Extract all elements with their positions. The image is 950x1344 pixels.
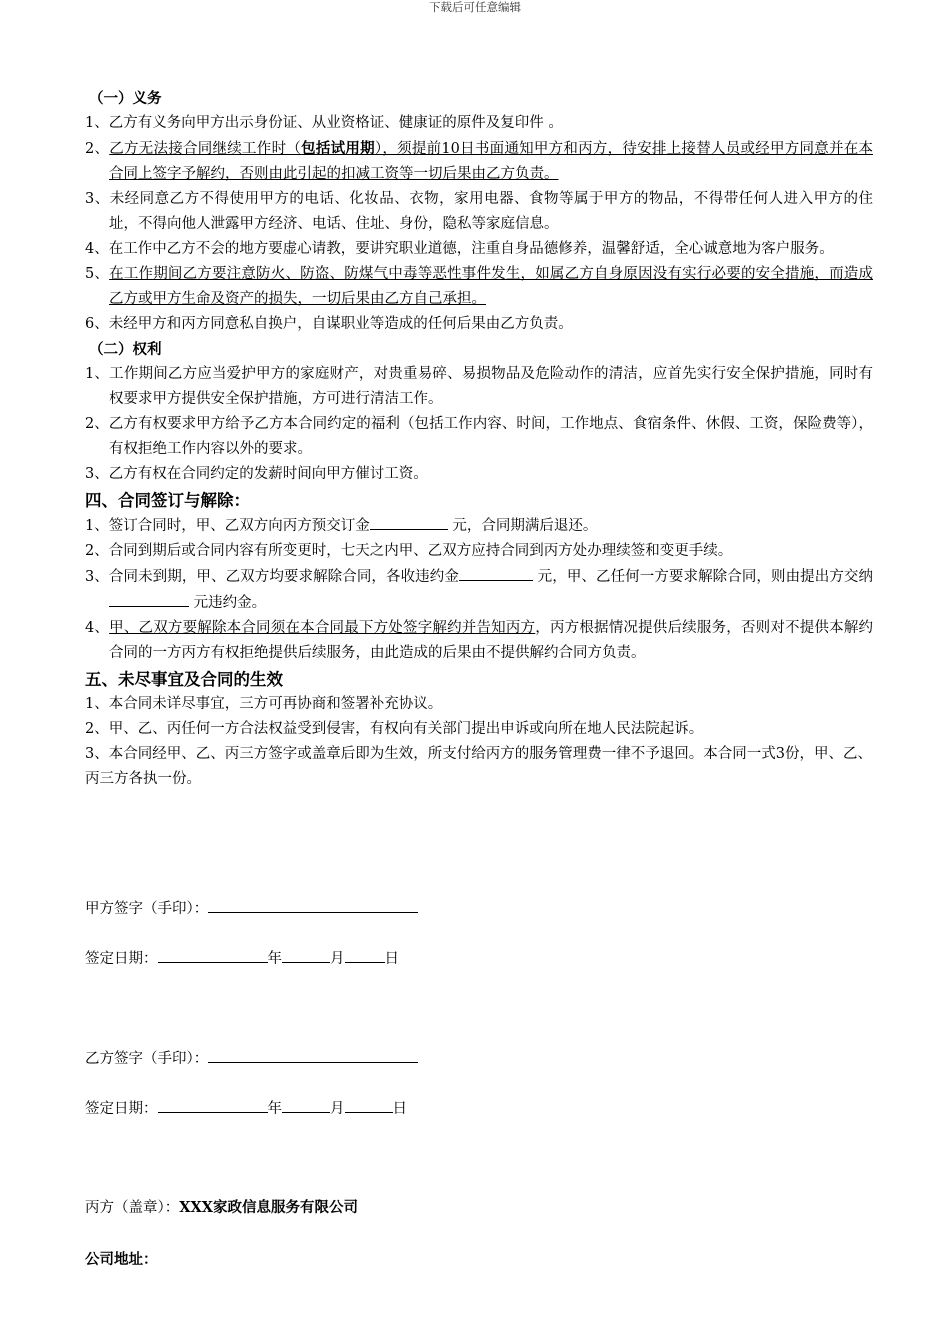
rights-heading: （二）权利 bbox=[89, 341, 162, 358]
party-a-day-field[interactable] bbox=[345, 946, 385, 963]
section-4-heading: 四、合同签订与解除： bbox=[85, 491, 250, 510]
party-b-day-field[interactable] bbox=[345, 1096, 393, 1113]
section-5-item-3: 3、本合同经甲、乙、丙三方签字或盖章后即为生效，所支付给丙方的服务管理费一律不予退回。本合同一式3份，甲、乙、丙三方各执一份。 bbox=[85, 746, 872, 787]
header-note: 下载后可任意编辑 bbox=[429, 0, 521, 14]
rights-item-1: 1、工作期间乙方应当爱护甲方的家庭财产，对贵重易碎、易损物品及危险动作的清洁，应首先实行安全保护措施，同时有权要求甲方提供安全保护措施，方可进行清洁工作。 bbox=[85, 366, 873, 407]
party-b-signature-field[interactable] bbox=[208, 1046, 418, 1063]
obligation-item-4: 4、在工作中乙方不会的地方要虚心请教，要讲究职业道德，注重自身品德修养，温馨舒适，全心诚意地为客户服务。 bbox=[85, 241, 834, 257]
company-address-label: 公司地址： bbox=[85, 1251, 158, 1268]
rights-item-3: 3、乙方有权在合同约定的发薪时间向甲方催讨工资。 bbox=[85, 466, 428, 482]
party-b-signature-line: 乙方签字（手印）： bbox=[85, 1046, 418, 1071]
section-4-item-2: 2、合同到期后或合同内容有所变更时，七天之内甲、乙双方应持合同到丙方处办理续签和变更手续。 bbox=[85, 543, 733, 559]
deposit-blank[interactable] bbox=[370, 513, 448, 530]
party-a-signature-line: 甲方签字（手印）： bbox=[85, 896, 418, 921]
section-5-item-2: 2、甲、乙、丙任何一方合法权益受到侵害，有权向有关部门提出申诉或向所在地人民法院起诉。 bbox=[85, 721, 704, 737]
obligation-item-1: 1、乙方有义务向甲方出示身份证、从业资格证、健康证的原件及复印件 。 bbox=[85, 115, 563, 131]
party-b-date-line: 签定日期： 年 月 日 bbox=[85, 1096, 407, 1121]
obligation-item-3: 3、未经同意乙方不得使用甲方的电话、化妆品、衣物，家用电器、食物等属于甲方的物品，不得带任何人进入甲方的住址，不得向他人泄露甲方经济、电话、住址、身份，隐私等家庭信息。 bbox=[85, 191, 873, 232]
obligation-item-5: 5、在工作期间乙方要注意防火、防盗、防煤气中毒等恶性事件发生，如属乙方自身原因没有实行必要的安全措施，而造成乙方或甲方生命及资产的损失，一切后果由乙方自己承担。 bbox=[85, 266, 873, 307]
party-c-company-name: XXX家政信息服务有限公司 bbox=[179, 1199, 358, 1216]
obligation-item-6: 6、未经甲方和丙方同意私自换户，自谋职业等造成的任何后果由乙方负责。 bbox=[85, 316, 573, 332]
penalty-blank[interactable] bbox=[459, 564, 533, 581]
obligations-heading: （一）义务 bbox=[89, 90, 162, 107]
party-b-month-field[interactable] bbox=[282, 1096, 330, 1113]
section-4-item-4: 4、甲、乙双方要解除本合同须在本合同最下方处签字解约并告知丙方，丙方根据情况提供后续服务，否则对不提供本解约合同的一方丙方有权拒绝提供后续服务，由此造成的后果由不提供解约合同方负责。 bbox=[85, 620, 874, 661]
party-c-line: 丙方（盖章）：XXX家政信息服务有限公司 bbox=[85, 1199, 358, 1216]
section-4-item-1: 1、签订合同时，甲、乙双方向丙方预交订金 元，合同期满后退还。 bbox=[85, 513, 873, 539]
obligation-item-2: 2、乙方无法接合同继续工作时（包括试用期），须提前10日书面通知甲方和丙方，待安排上接替人员或经甲方同意并在本合同上签字予解约，否则由此引起的扣减工资等一切后果由乙方负责。 bbox=[85, 140, 874, 182]
section-5-heading: 五、未尽事宜及合同的生效 bbox=[85, 670, 283, 689]
party-a-signature-field[interactable] bbox=[208, 896, 418, 913]
party-b-year-field[interactable] bbox=[158, 1096, 268, 1113]
section-4-item-3: 3、合同未到期，甲、乙双方均要求解除合同，各收违约金 元，甲、乙任何一方要求解除合同，则由提出方交纳 元违约金。 bbox=[85, 564, 873, 616]
contract-body bbox=[85, 86, 873, 792]
party-a-year-field[interactable] bbox=[158, 946, 268, 963]
party-a-date-line: 签定日期： 年 月 日 bbox=[85, 946, 399, 971]
penalty-blank-2[interactable] bbox=[109, 590, 189, 607]
section-5-item-1: 1、本合同未详尽事宜，三方可再协商和签署补充协议。 bbox=[85, 696, 443, 712]
party-a-month-field[interactable] bbox=[282, 946, 330, 963]
rights-item-2: 2、乙方有权要求甲方给予乙方本合同约定的福利（包括工作内容、时间，工作地点、食宿条件、休假、工资，保险费等），有权拒绝工作内容以外的要求。 bbox=[85, 416, 873, 457]
